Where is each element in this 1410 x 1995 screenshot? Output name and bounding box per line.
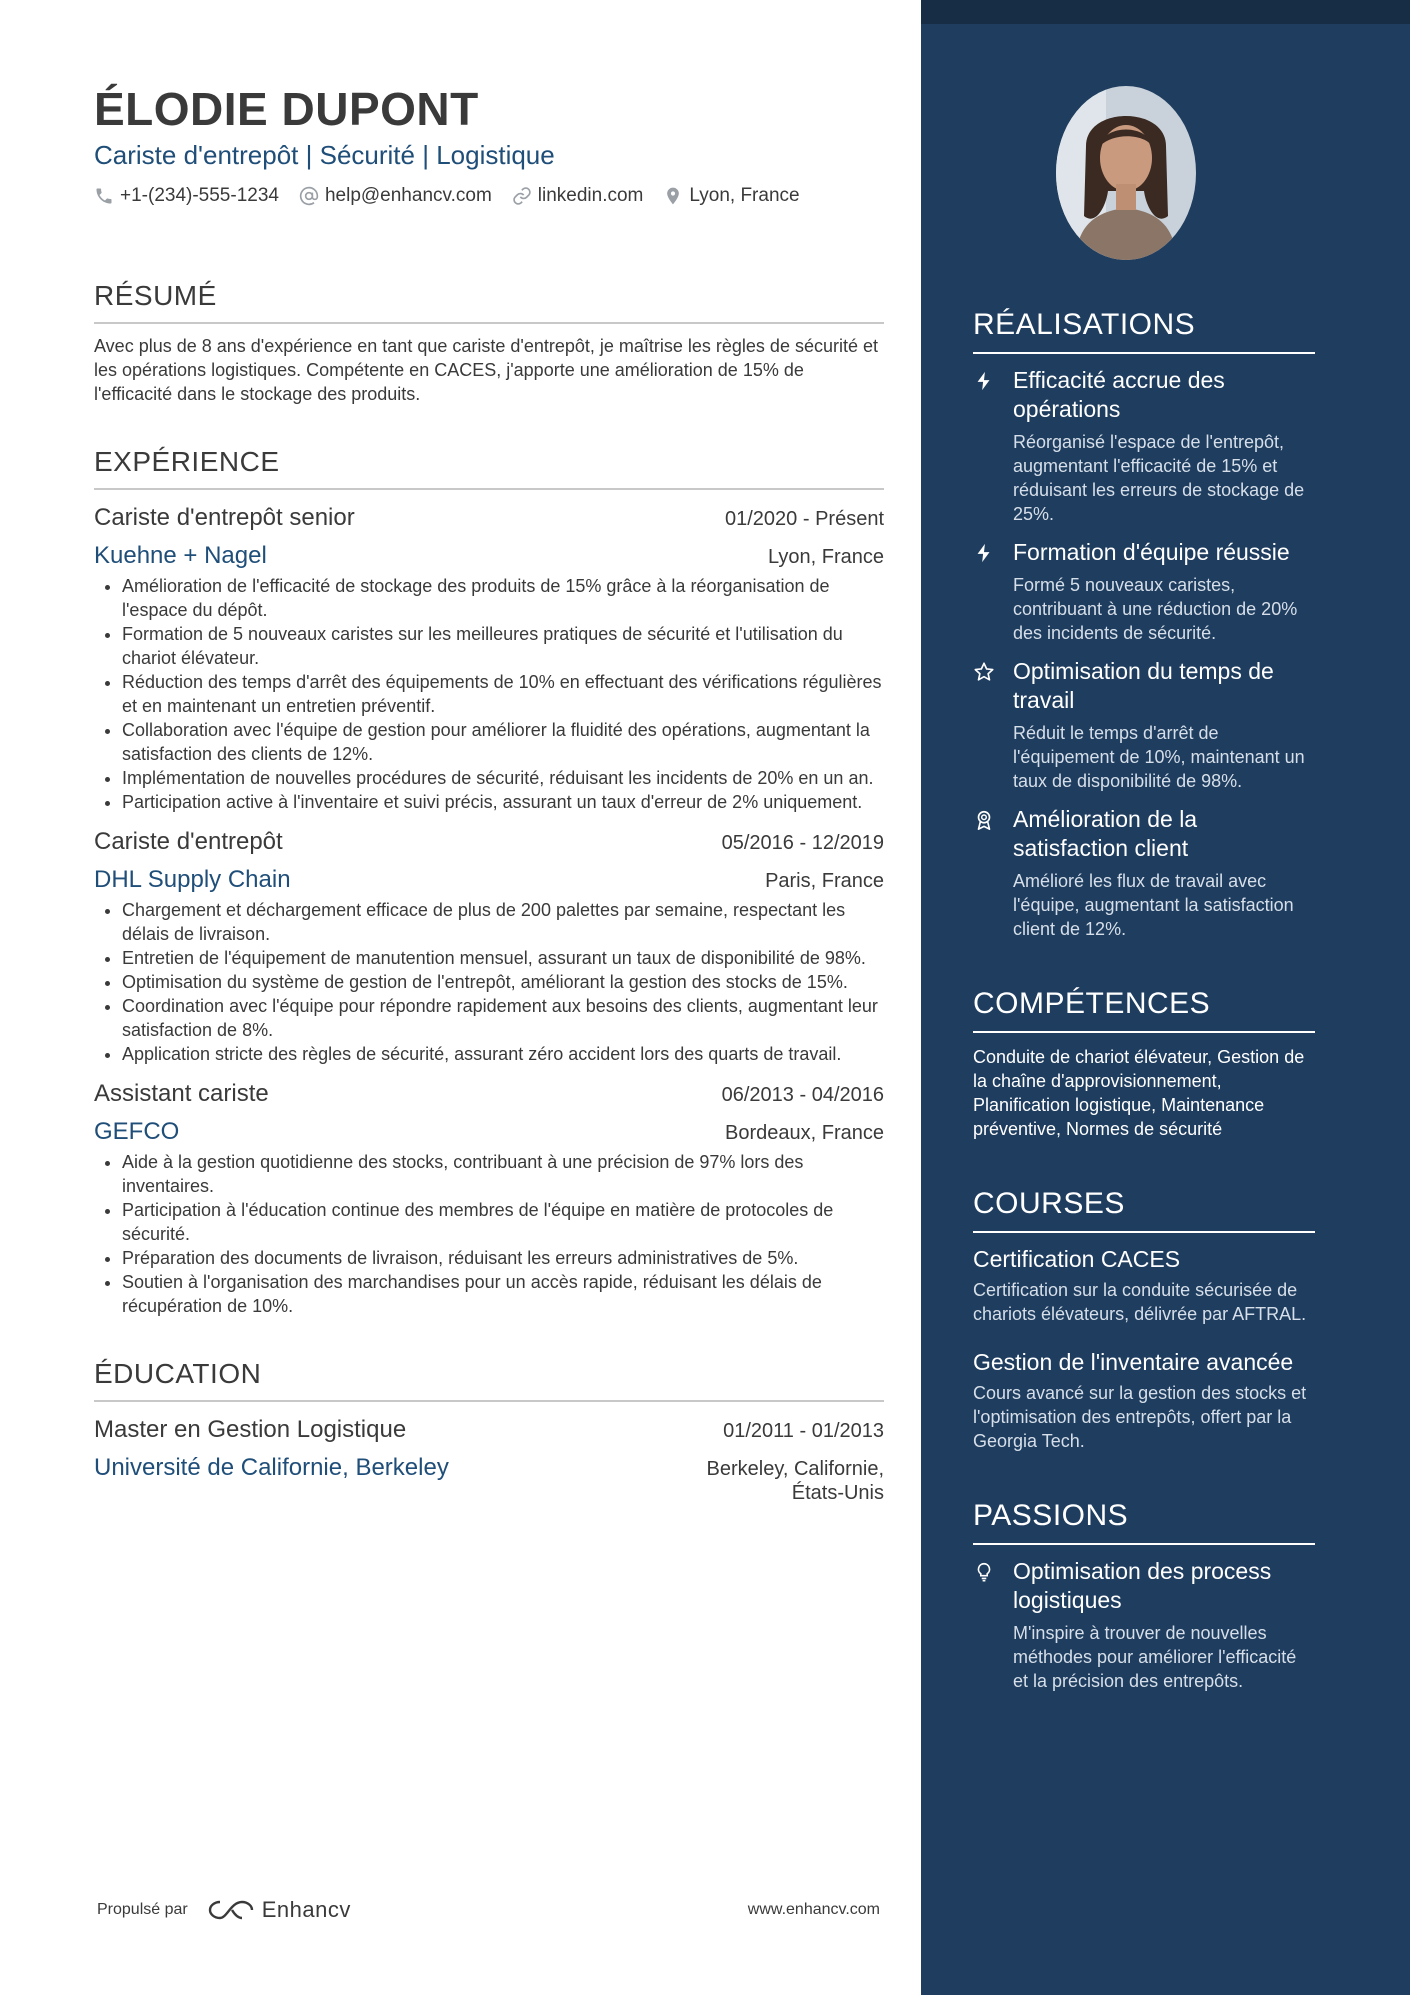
powered-by <box>97 1897 351 1923</box>
bullet-item: • Formation de 5 nouveaux caristes sur les meilleures pratiques de sécurité et l'utilisation du chariot élévateur. <box>122 622 884 670</box>
passions-title: PASSIONS <box>973 1497 1315 1545</box>
job-title: Cariste d'entrepôt senior <box>94 504 355 531</box>
job-bullets <box>94 898 884 1066</box>
summary-section <box>94 278 884 406</box>
linkedin-text: linkedin.com <box>537 185 644 206</box>
footer-url[interactable]: www.enhancv.com <box>747 1901 880 1918</box>
achievements-title: RÉALISATIONS <box>973 306 1315 354</box>
achievement-item <box>973 805 1315 941</box>
job-entry <box>94 826 884 1066</box>
summary-text: Avec plus de 8 ans d'expérience en tant que cariste d'entrepôt, je maîtrise les règles de sécurité et les opérations logistiques. Compétente en CACES, j'apporte une amélioration de 15% de l'efficacité dans le stockage des produits. <box>94 336 878 404</box>
bullet-item: • Soutien à l'organisation des marchandises pour un accès rapide, réduisant les délais de récupération de 10%. <box>122 1270 884 1318</box>
education-title: ÉDUCATION <box>94 1356 884 1402</box>
job-dates: 05/2016 - 12/2019 <box>721 832 884 854</box>
achievement-title: Formation d'équipe réussie <box>1013 539 1290 565</box>
job-title: Assistant cariste <box>94 1080 269 1107</box>
education-section <box>94 1356 884 1505</box>
degree-title: Master en Gestion Logistique <box>94 1416 407 1443</box>
skills-section <box>973 985 1315 1141</box>
phone-icon <box>94 186 114 206</box>
school-name: Université de Californie, Berkeley <box>94 1454 449 1481</box>
job-location: Paris, France <box>765 870 884 892</box>
passion-item <box>973 1557 1315 1693</box>
passions-section <box>973 1497 1315 1693</box>
skills-title: COMPÉTENCES <box>973 985 1315 1033</box>
sidebar-content <box>973 306 1315 1737</box>
bullet-item: • Amélioration de l'efficacité de stockage des produits de 15% grâce à la réorganisation de l'espace du dépôt. <box>122 574 884 622</box>
contact-linkedin[interactable] <box>512 185 644 207</box>
at-icon <box>299 186 319 206</box>
course-title: Certification CACES <box>973 1246 1181 1272</box>
sidebar-top-bar <box>921 0 1410 24</box>
contact-phone[interactable] <box>94 185 279 207</box>
bullet-item: • Aide à la gestion quotidienne des stocks, contribuant à une précision de 97% lors des inventaires. <box>122 1150 884 1198</box>
company-name: GEFCO <box>94 1118 180 1145</box>
job-dates: 01/2020 - Présent <box>725 508 884 530</box>
achievement-desc: Formé 5 nouveaux caristes, contribuant à une réduction de 20% des incidents de sécurité. <box>1013 575 1298 643</box>
summary-title: RÉSUMÉ <box>94 278 884 324</box>
achievement-desc: Amélioré les flux de travail avec l'équipe, augmentant la satisfaction client de 12%. <box>1013 871 1294 939</box>
job-entry <box>94 502 884 814</box>
brand-logo[interactable] <box>208 1897 351 1923</box>
course-item <box>973 1245 1315 1326</box>
sidebar <box>921 0 1410 1995</box>
education-location <box>707 1457 884 1505</box>
bolt-icon <box>973 370 995 392</box>
education-location-line: Berkeley, Californie, <box>706 1458 884 1480</box>
headline: Cariste d'entrepôt | Sécurité | Logistique <box>94 140 555 170</box>
contact-bar <box>94 182 884 210</box>
enhancv-logo-icon <box>208 1898 254 1922</box>
job-title: Cariste d'entrepôt <box>94 828 283 855</box>
achievements-section <box>973 306 1315 941</box>
achievement-title: Optimisation du temps de travail <box>1013 658 1274 713</box>
location-pin-icon <box>663 186 683 206</box>
bullet-item: • Implémentation de nouvelles procédures de sécurité, réduisant les incidents de 20% en un an. <box>122 766 884 790</box>
brand-name: Enhancv <box>261 1897 351 1922</box>
location-text: Lyon, France <box>689 185 800 206</box>
bullet-item: • Préparation des documents de livraison, réduisant les erreurs administratives de 5%. <box>122 1246 884 1270</box>
passion-desc: M'inspire à trouver de nouvelles méthodes pour améliorer l'efficacité et la précision des entrepôts. <box>1013 1623 1297 1691</box>
achievement-desc: Réorganisé l'espace de l'entrepôt, augmentant l'efficacité de 15% et réduisant les erreurs de stockage de 25%. <box>1013 432 1305 524</box>
achievement-title: Efficacité accrue des opérations <box>1013 367 1225 422</box>
skills-text: Conduite de chariot élévateur, Gestion de la chaîne d'approvisionnement, Planification logistique, Maintenance préventive, Normes de sécurité <box>973 1047 1305 1139</box>
bullet-item: • Optimisation du système de gestion de l'entrepôt, améliorant la gestion des stocks de 15%. <box>122 970 884 994</box>
lightbulb-icon <box>973 1561 995 1583</box>
company-name: DHL Supply Chain <box>94 866 291 893</box>
award-icon <box>973 809 995 831</box>
job-dates: 06/2013 - 04/2016 <box>721 1084 884 1106</box>
experience-section <box>94 444 884 1318</box>
course-desc: Certification sur la conduite sécurisée de chariots élévateurs, délivrée par AFTRAL. <box>973 1280 1307 1324</box>
achievement-item <box>973 657 1315 793</box>
achievement-title: Amélioration de la satisfaction client <box>1013 806 1198 861</box>
phone-text: +1-(234)-555-1234 <box>120 185 279 206</box>
bullet-item: • Application stricte des règles de sécurité, assurant zéro accident lors des quarts de travail. <box>122 1042 884 1066</box>
profile-photo <box>1056 86 1196 261</box>
passion-title: Optimisation des process logistiques <box>1013 1558 1272 1613</box>
bolt-icon <box>973 542 995 564</box>
achievement-desc: Réduit le temps d'arrêt de l'équipement de 10%, maintenant un taux de disponibilité de 98%. <box>1013 723 1305 791</box>
course-title: Gestion de l'inventaire avancée <box>973 1349 1294 1375</box>
achievement-item <box>973 538 1315 645</box>
job-bullets <box>94 1150 884 1318</box>
job-bullets <box>94 574 884 814</box>
bullet-item: • Participation active à l'inventaire et suivi précis, assurant un taux d'erreur de 2% uniquement. <box>122 790 884 814</box>
candidate-name: ÉLODIE DUPONT <box>94 83 479 135</box>
education-location-line: États-Unis <box>791 1482 884 1504</box>
bullet-item: • Entretien de l'équipement de manutention mensuel, assurant un taux de disponibilité de 98%. <box>122 946 884 970</box>
job-location: Bordeaux, France <box>725 1122 884 1144</box>
course-item <box>973 1348 1315 1453</box>
courses-section <box>973 1185 1315 1453</box>
job-location: Lyon, France <box>768 546 884 568</box>
achievement-item <box>973 366 1315 526</box>
bullet-item: • Chargement et déchargement efficace de plus de 200 palettes par semaine, respectant les délais de livraison. <box>122 898 884 946</box>
link-icon <box>512 186 532 206</box>
company-name: Kuehne + Nagel <box>94 542 267 569</box>
experience-title: EXPÉRIENCE <box>94 444 884 490</box>
bullet-item: • Réduction des temps d'arrêt des équipements de 10% en effectuant des vérifications régulières et en maintenant un entretien préventif. <box>122 670 884 718</box>
job-entry <box>94 1078 884 1318</box>
course-desc: Cours avancé sur la gestion des stocks et l'optimisation des entrepôts, offert par la Georgia Tech. <box>973 1383 1307 1451</box>
email-text: help@enhancv.com <box>324 185 492 206</box>
bullet-item: • Coordination avec l'équipe pour répondre rapidement aux besoins des clients, augmentant leur satisfaction de 8%. <box>122 994 884 1042</box>
education-entry <box>94 1414 884 1505</box>
courses-title: COURSES <box>973 1185 1315 1233</box>
contact-email[interactable] <box>299 185 492 207</box>
bullet-item: • Collaboration avec l'équipe de gestion pour améliorer la fluidité des opérations, augmentant la satisfaction des clients de 12%. <box>122 718 884 766</box>
powered-by-label: Propulsé par <box>97 1901 188 1918</box>
star-icon <box>973 661 995 683</box>
bullet-item: • Participation à l'éducation continue des membres de l'équipe en matière de protocoles de sécurité. <box>122 1198 884 1246</box>
contact-location <box>663 185 799 207</box>
education-dates: 01/2011 - 01/2013 <box>723 1420 884 1442</box>
footer <box>97 1893 880 1927</box>
